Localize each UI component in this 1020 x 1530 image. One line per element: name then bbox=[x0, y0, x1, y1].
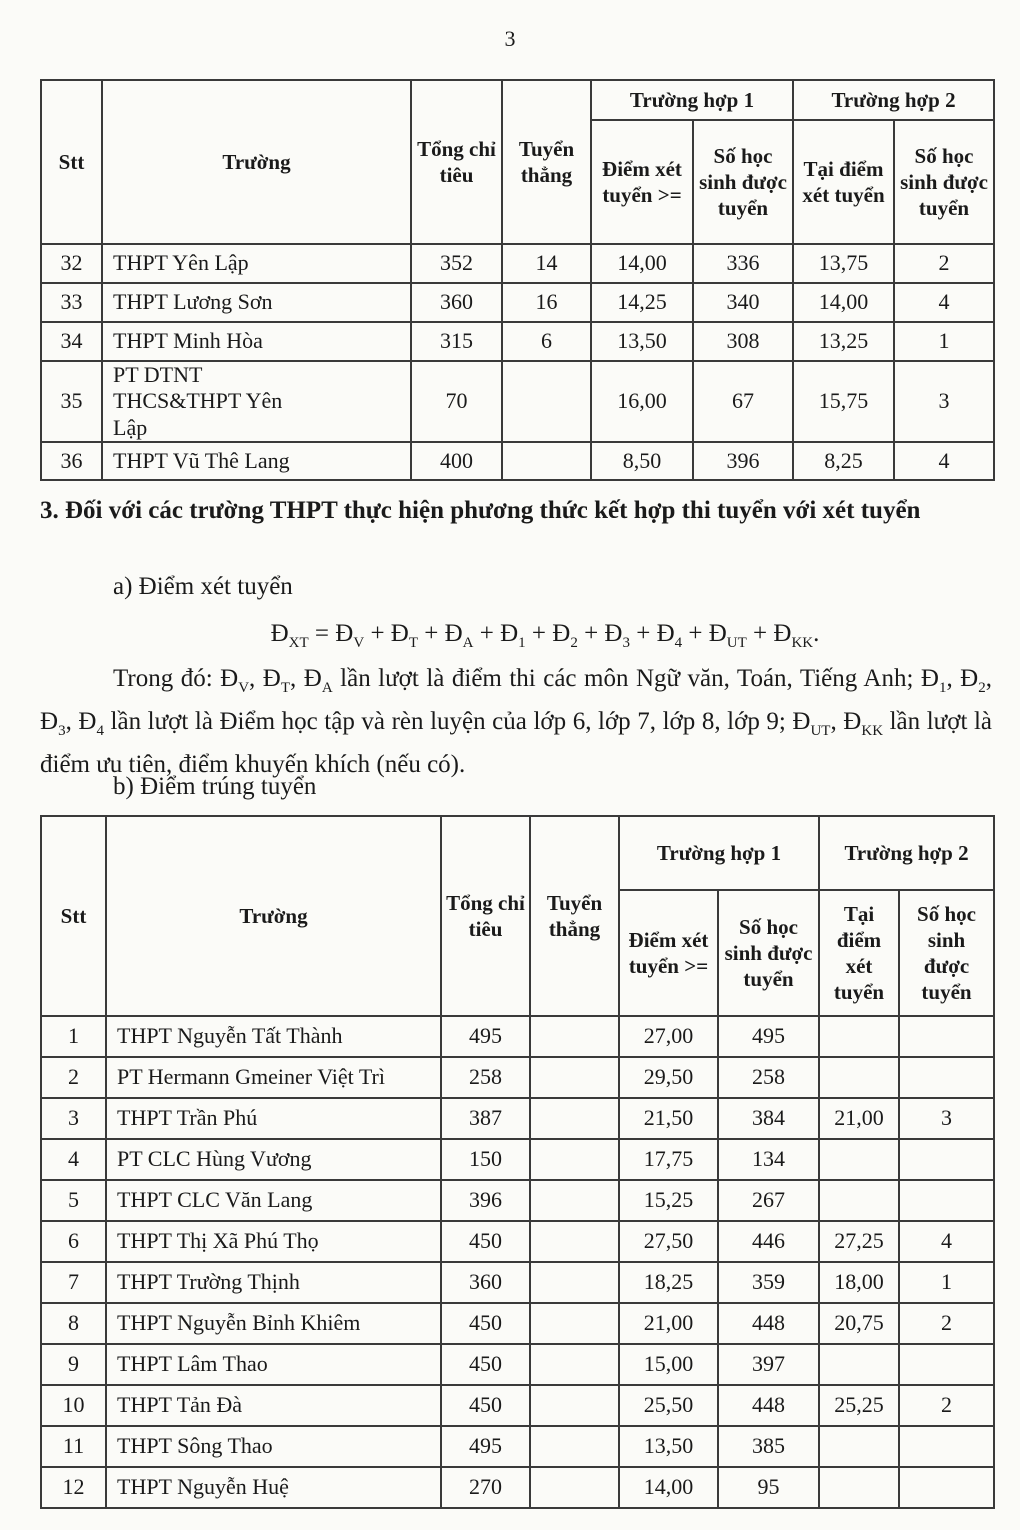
cell-so-hoc-sinh-1: 336 bbox=[693, 244, 793, 283]
header-diem-xet-tuyen: Điểm xét tuyển >= bbox=[619, 890, 718, 1016]
cell-so-hoc-sinh-2: 2 bbox=[899, 1385, 994, 1426]
cell-tai-diem bbox=[819, 1139, 899, 1180]
cell-diem-xet-tuyen: 15,00 bbox=[619, 1344, 718, 1385]
cell-truong: THPT Minh Hòa bbox=[102, 322, 411, 361]
cell-tuyen-thang bbox=[530, 1016, 619, 1057]
cell-stt: 11 bbox=[41, 1426, 106, 1467]
cell-tong-chi-tieu: 352 bbox=[411, 244, 502, 283]
cell-diem-xet-tuyen: 27,00 bbox=[619, 1016, 718, 1057]
cell-tuyen-thang: 14 bbox=[502, 244, 591, 283]
table-row bbox=[41, 1180, 994, 1221]
cell-so-hoc-sinh-1: 359 bbox=[718, 1262, 819, 1303]
header-tuyen-thang: Tuyển thẳng bbox=[502, 80, 591, 244]
table-row bbox=[41, 361, 994, 442]
cell-diem-xet-tuyen: 25,50 bbox=[619, 1385, 718, 1426]
cell-so-hoc-sinh-2: 4 bbox=[899, 1221, 994, 1262]
cell-tuyen-thang bbox=[530, 1221, 619, 1262]
cell-tuyen-thang bbox=[502, 442, 591, 480]
header-case-2: Trường hợp 2 bbox=[819, 816, 994, 890]
cell-tuyen-thang bbox=[502, 361, 591, 442]
header-tong-chi-tieu: Tổng chỉ tiêu bbox=[441, 816, 530, 1016]
cell-tong-chi-tieu: 450 bbox=[441, 1221, 530, 1262]
header-case-2: Trường hợp 2 bbox=[793, 80, 994, 120]
table-row bbox=[41, 1057, 994, 1098]
cell-truong: THPT Yên Lập bbox=[102, 244, 411, 283]
cell-so-hoc-sinh-2 bbox=[899, 1180, 994, 1221]
cell-stt: 36 bbox=[41, 442, 102, 480]
cell-tai-diem: 15,75 bbox=[793, 361, 894, 442]
cell-stt: 9 bbox=[41, 1344, 106, 1385]
cell-stt: 10 bbox=[41, 1385, 106, 1426]
cell-tong-chi-tieu: 450 bbox=[441, 1385, 530, 1426]
section-3-heading: 3. Đối với các trường THPT thực hiện phương thức kết hợp thi tuyển với xét tuyển bbox=[40, 497, 921, 524]
header-truong: Trường bbox=[102, 80, 411, 244]
header-case-1: Trường hợp 1 bbox=[591, 80, 793, 120]
table-row bbox=[41, 1221, 994, 1262]
cell-stt: 32 bbox=[41, 244, 102, 283]
cell-so-hoc-sinh-1: 134 bbox=[718, 1139, 819, 1180]
cell-tai-diem bbox=[819, 1180, 899, 1221]
cell-so-hoc-sinh-1: 95 bbox=[718, 1467, 819, 1508]
cell-so-hoc-sinh-2: 4 bbox=[894, 283, 994, 322]
header-so-hoc-sinh-2: Số học sinh được tuyển bbox=[899, 890, 994, 1016]
table-row bbox=[41, 1385, 994, 1426]
cell-tong-chi-tieu: 150 bbox=[441, 1139, 530, 1180]
cell-tong-chi-tieu: 270 bbox=[441, 1467, 530, 1508]
cell-diem-xet-tuyen: 21,00 bbox=[619, 1303, 718, 1344]
cell-truong: PT Hermann Gmeiner Việt Trì bbox=[106, 1057, 441, 1098]
cell-diem-xet-tuyen: 29,50 bbox=[619, 1057, 718, 1098]
cell-so-hoc-sinh-1: 308 bbox=[693, 322, 793, 361]
cell-tong-chi-tieu: 360 bbox=[411, 283, 502, 322]
cell-stt: 12 bbox=[41, 1467, 106, 1508]
cell-truong: THPT Lâm Thao bbox=[106, 1344, 441, 1385]
cell-so-hoc-sinh-2 bbox=[899, 1016, 994, 1057]
cell-truong: THPT Trần Phú bbox=[106, 1098, 441, 1139]
cell-tong-chi-tieu: 315 bbox=[411, 322, 502, 361]
table-row bbox=[41, 1262, 994, 1303]
cell-so-hoc-sinh-2 bbox=[899, 1139, 994, 1180]
cell-so-hoc-sinh-1: 397 bbox=[718, 1344, 819, 1385]
cell-so-hoc-sinh-2 bbox=[899, 1426, 994, 1467]
cell-truong: THPT Lương Sơn bbox=[102, 283, 411, 322]
cell-so-hoc-sinh-1: 384 bbox=[718, 1098, 819, 1139]
cell-so-hoc-sinh-1: 446 bbox=[718, 1221, 819, 1262]
cell-stt: 4 bbox=[41, 1139, 106, 1180]
cell-tong-chi-tieu: 387 bbox=[441, 1098, 530, 1139]
results-table-1 bbox=[40, 79, 995, 481]
cell-stt: 3 bbox=[41, 1098, 106, 1139]
cell-stt: 5 bbox=[41, 1180, 106, 1221]
cell-diem-xet-tuyen: 14,00 bbox=[619, 1467, 718, 1508]
cell-tai-diem: 20,75 bbox=[819, 1303, 899, 1344]
cell-truong: PT CLC Hùng Vương bbox=[106, 1139, 441, 1180]
cell-tai-diem: 21,00 bbox=[819, 1098, 899, 1139]
cell-truong: THPT Sông Thao bbox=[106, 1426, 441, 1467]
subsection-a-title: a) Điểm xét tuyển bbox=[113, 573, 293, 600]
cell-diem-xet-tuyen: 27,50 bbox=[619, 1221, 718, 1262]
cell-tai-diem: 27,25 bbox=[819, 1221, 899, 1262]
cell-so-hoc-sinh-1: 396 bbox=[693, 442, 793, 480]
cell-so-hoc-sinh-1: 340 bbox=[693, 283, 793, 322]
header-stt: Stt bbox=[41, 816, 106, 1016]
cell-tuyen-thang bbox=[530, 1262, 619, 1303]
cell-tuyen-thang bbox=[530, 1098, 619, 1139]
cell-truong: THPT CLC Văn Lang bbox=[106, 1180, 441, 1221]
cell-tai-diem: 8,25 bbox=[793, 442, 894, 480]
cell-tai-diem: 25,25 bbox=[819, 1385, 899, 1426]
cell-diem-xet-tuyen: 13,50 bbox=[591, 322, 693, 361]
cell-tuyen-thang bbox=[530, 1057, 619, 1098]
table-row bbox=[41, 1016, 994, 1057]
cell-truong: THPT Vũ Thê Lang bbox=[102, 442, 411, 480]
cell-diem-xet-tuyen: 8,50 bbox=[591, 442, 693, 480]
cell-truong: THPT Nguyễn Tất Thành bbox=[106, 1016, 441, 1057]
cell-stt: 1 bbox=[41, 1016, 106, 1057]
cell-so-hoc-sinh-1: 258 bbox=[718, 1057, 819, 1098]
header-tuyen-thang: Tuyển thẳng bbox=[530, 816, 619, 1016]
cell-so-hoc-sinh-2: 2 bbox=[899, 1303, 994, 1344]
cell-so-hoc-sinh-1: 385 bbox=[718, 1426, 819, 1467]
cell-truong: THPT Trường Thịnh bbox=[106, 1262, 441, 1303]
table-row bbox=[41, 1426, 994, 1467]
cell-so-hoc-sinh-1: 448 bbox=[718, 1303, 819, 1344]
cell-tong-chi-tieu: 400 bbox=[411, 442, 502, 480]
subsection-b-title: b) Điểm trúng tuyển bbox=[113, 773, 317, 800]
cell-stt: 6 bbox=[41, 1221, 106, 1262]
cell-stt: 34 bbox=[41, 322, 102, 361]
cell-truong: PT DTNT THCS&THPT Yên Lập bbox=[102, 361, 411, 442]
cell-tai-diem: 13,25 bbox=[793, 322, 894, 361]
cell-diem-xet-tuyen: 14,00 bbox=[591, 244, 693, 283]
cell-tuyen-thang bbox=[530, 1426, 619, 1467]
cell-tuyen-thang bbox=[530, 1180, 619, 1221]
cell-stt: 2 bbox=[41, 1057, 106, 1098]
cell-tong-chi-tieu: 70 bbox=[411, 361, 502, 442]
cell-diem-xet-tuyen: 18,25 bbox=[619, 1262, 718, 1303]
cell-so-hoc-sinh-2: 4 bbox=[894, 442, 994, 480]
cell-tuyen-thang bbox=[530, 1344, 619, 1385]
header-so-hoc-sinh-1: Số học sinh được tuyển bbox=[693, 120, 793, 244]
header-diem-xet-tuyen: Điểm xét tuyển >= bbox=[591, 120, 693, 244]
cell-diem-xet-tuyen: 17,75 bbox=[619, 1139, 718, 1180]
cell-tong-chi-tieu: 396 bbox=[441, 1180, 530, 1221]
header-tai-diem-xet-tuyen: Tại điểm xét tuyển bbox=[793, 120, 894, 244]
cell-diem-xet-tuyen: 21,50 bbox=[619, 1098, 718, 1139]
cell-diem-xet-tuyen: 14,25 bbox=[591, 283, 693, 322]
cell-tong-chi-tieu: 258 bbox=[441, 1057, 530, 1098]
cell-stt: 8 bbox=[41, 1303, 106, 1344]
table-row bbox=[41, 322, 994, 361]
cell-so-hoc-sinh-2 bbox=[899, 1467, 994, 1508]
cell-so-hoc-sinh-2: 1 bbox=[894, 322, 994, 361]
cell-tai-diem bbox=[819, 1426, 899, 1467]
table-row bbox=[41, 1467, 994, 1508]
header-stt: Stt bbox=[41, 80, 102, 244]
cell-so-hoc-sinh-2: 2 bbox=[894, 244, 994, 283]
cell-diem-xet-tuyen: 15,25 bbox=[619, 1180, 718, 1221]
cell-tai-diem: 18,00 bbox=[819, 1262, 899, 1303]
cell-tai-diem: 14,00 bbox=[793, 283, 894, 322]
header-truong: Trường bbox=[106, 816, 441, 1016]
header-so-hoc-sinh-2: Số học sinh được tuyển bbox=[894, 120, 994, 244]
cell-truong: THPT Thị Xã Phú Thọ bbox=[106, 1221, 441, 1262]
cell-tai-diem: 13,75 bbox=[793, 244, 894, 283]
page-number: 3 bbox=[504, 26, 516, 51]
cell-so-hoc-sinh-1: 448 bbox=[718, 1385, 819, 1426]
cell-stt: 7 bbox=[41, 1262, 106, 1303]
cell-truong: THPT Nguyễn Huệ bbox=[106, 1467, 441, 1508]
cell-tuyen-thang bbox=[530, 1467, 619, 1508]
results-table-2 bbox=[40, 815, 995, 1509]
cell-so-hoc-sinh-2 bbox=[899, 1057, 994, 1098]
cell-truong: THPT Tản Đà bbox=[106, 1385, 441, 1426]
table-row bbox=[41, 244, 994, 283]
header-so-hoc-sinh-1: Số học sinh được tuyển bbox=[718, 890, 819, 1016]
cell-tong-chi-tieu: 360 bbox=[441, 1262, 530, 1303]
cell-so-hoc-sinh-2: 1 bbox=[899, 1262, 994, 1303]
cell-tai-diem bbox=[819, 1467, 899, 1508]
header-tong-chi-tieu: Tổng chỉ tiêu bbox=[411, 80, 502, 244]
cell-so-hoc-sinh-2: 3 bbox=[894, 361, 994, 442]
cell-tong-chi-tieu: 495 bbox=[441, 1426, 530, 1467]
table-row bbox=[41, 1098, 994, 1139]
cell-tai-diem bbox=[819, 1057, 899, 1098]
cell-so-hoc-sinh-1: 267 bbox=[718, 1180, 819, 1221]
cell-stt: 33 bbox=[41, 283, 102, 322]
header-case-1: Trường hợp 1 bbox=[619, 816, 819, 890]
cell-so-hoc-sinh-1: 495 bbox=[718, 1016, 819, 1057]
cell-stt: 35 bbox=[41, 361, 102, 442]
table-row bbox=[41, 442, 994, 480]
table-row bbox=[41, 283, 994, 322]
header-tai-diem-xet-tuyen: Tại điểm xét tuyển bbox=[819, 890, 899, 1016]
score-formula: $Đ_{XT}$ = $Đ_V$ + $Đ_T$ + $Đ_A$ + $Đ_1$ + $Đ_2$ + $Đ_3$ + $Đ_4$ + $Đ_{UT}$ + $Đ_{KK}$. bbox=[270, 620, 820, 651]
table-row bbox=[41, 1303, 994, 1344]
formula-explanation: Trong đó: $Đ_V$, $Đ_T$, $Đ_A$ lần lượt là điểm thi các môn Ngữ văn, Toán, Tiếng Anh; $Đ_1$, $Đ_2$, $Đ_3$, $Đ_4$ lần lượt là Điểm học tập và rèn luyện của lớp 6, lớp 7, lớp 8, lớp 9; $Đ_{UT}$, $Đ_{KK}$ lần lượt là điểm ưu tiên, điểm khuyến khích (nếu có). bbox=[40, 665, 993, 778]
cell-tuyen-thang: 16 bbox=[502, 283, 591, 322]
cell-tuyen-thang bbox=[530, 1385, 619, 1426]
cell-tuyen-thang bbox=[530, 1303, 619, 1344]
table-row bbox=[41, 1139, 994, 1180]
cell-so-hoc-sinh-2: 3 bbox=[899, 1098, 994, 1139]
cell-truong: THPT Nguyễn Bỉnh Khiêm bbox=[106, 1303, 441, 1344]
cell-tong-chi-tieu: 450 bbox=[441, 1344, 530, 1385]
cell-so-hoc-sinh-2 bbox=[899, 1344, 994, 1385]
cell-tong-chi-tieu: 495 bbox=[441, 1016, 530, 1057]
cell-diem-xet-tuyen: 16,00 bbox=[591, 361, 693, 442]
cell-tuyen-thang bbox=[530, 1139, 619, 1180]
cell-so-hoc-sinh-1: 67 bbox=[693, 361, 793, 442]
cell-tai-diem bbox=[819, 1016, 899, 1057]
table-row bbox=[41, 1344, 994, 1385]
cell-diem-xet-tuyen: 13,50 bbox=[619, 1426, 718, 1467]
cell-tuyen-thang: 6 bbox=[502, 322, 591, 361]
cell-tai-diem bbox=[819, 1344, 899, 1385]
cell-tong-chi-tieu: 450 bbox=[441, 1303, 530, 1344]
